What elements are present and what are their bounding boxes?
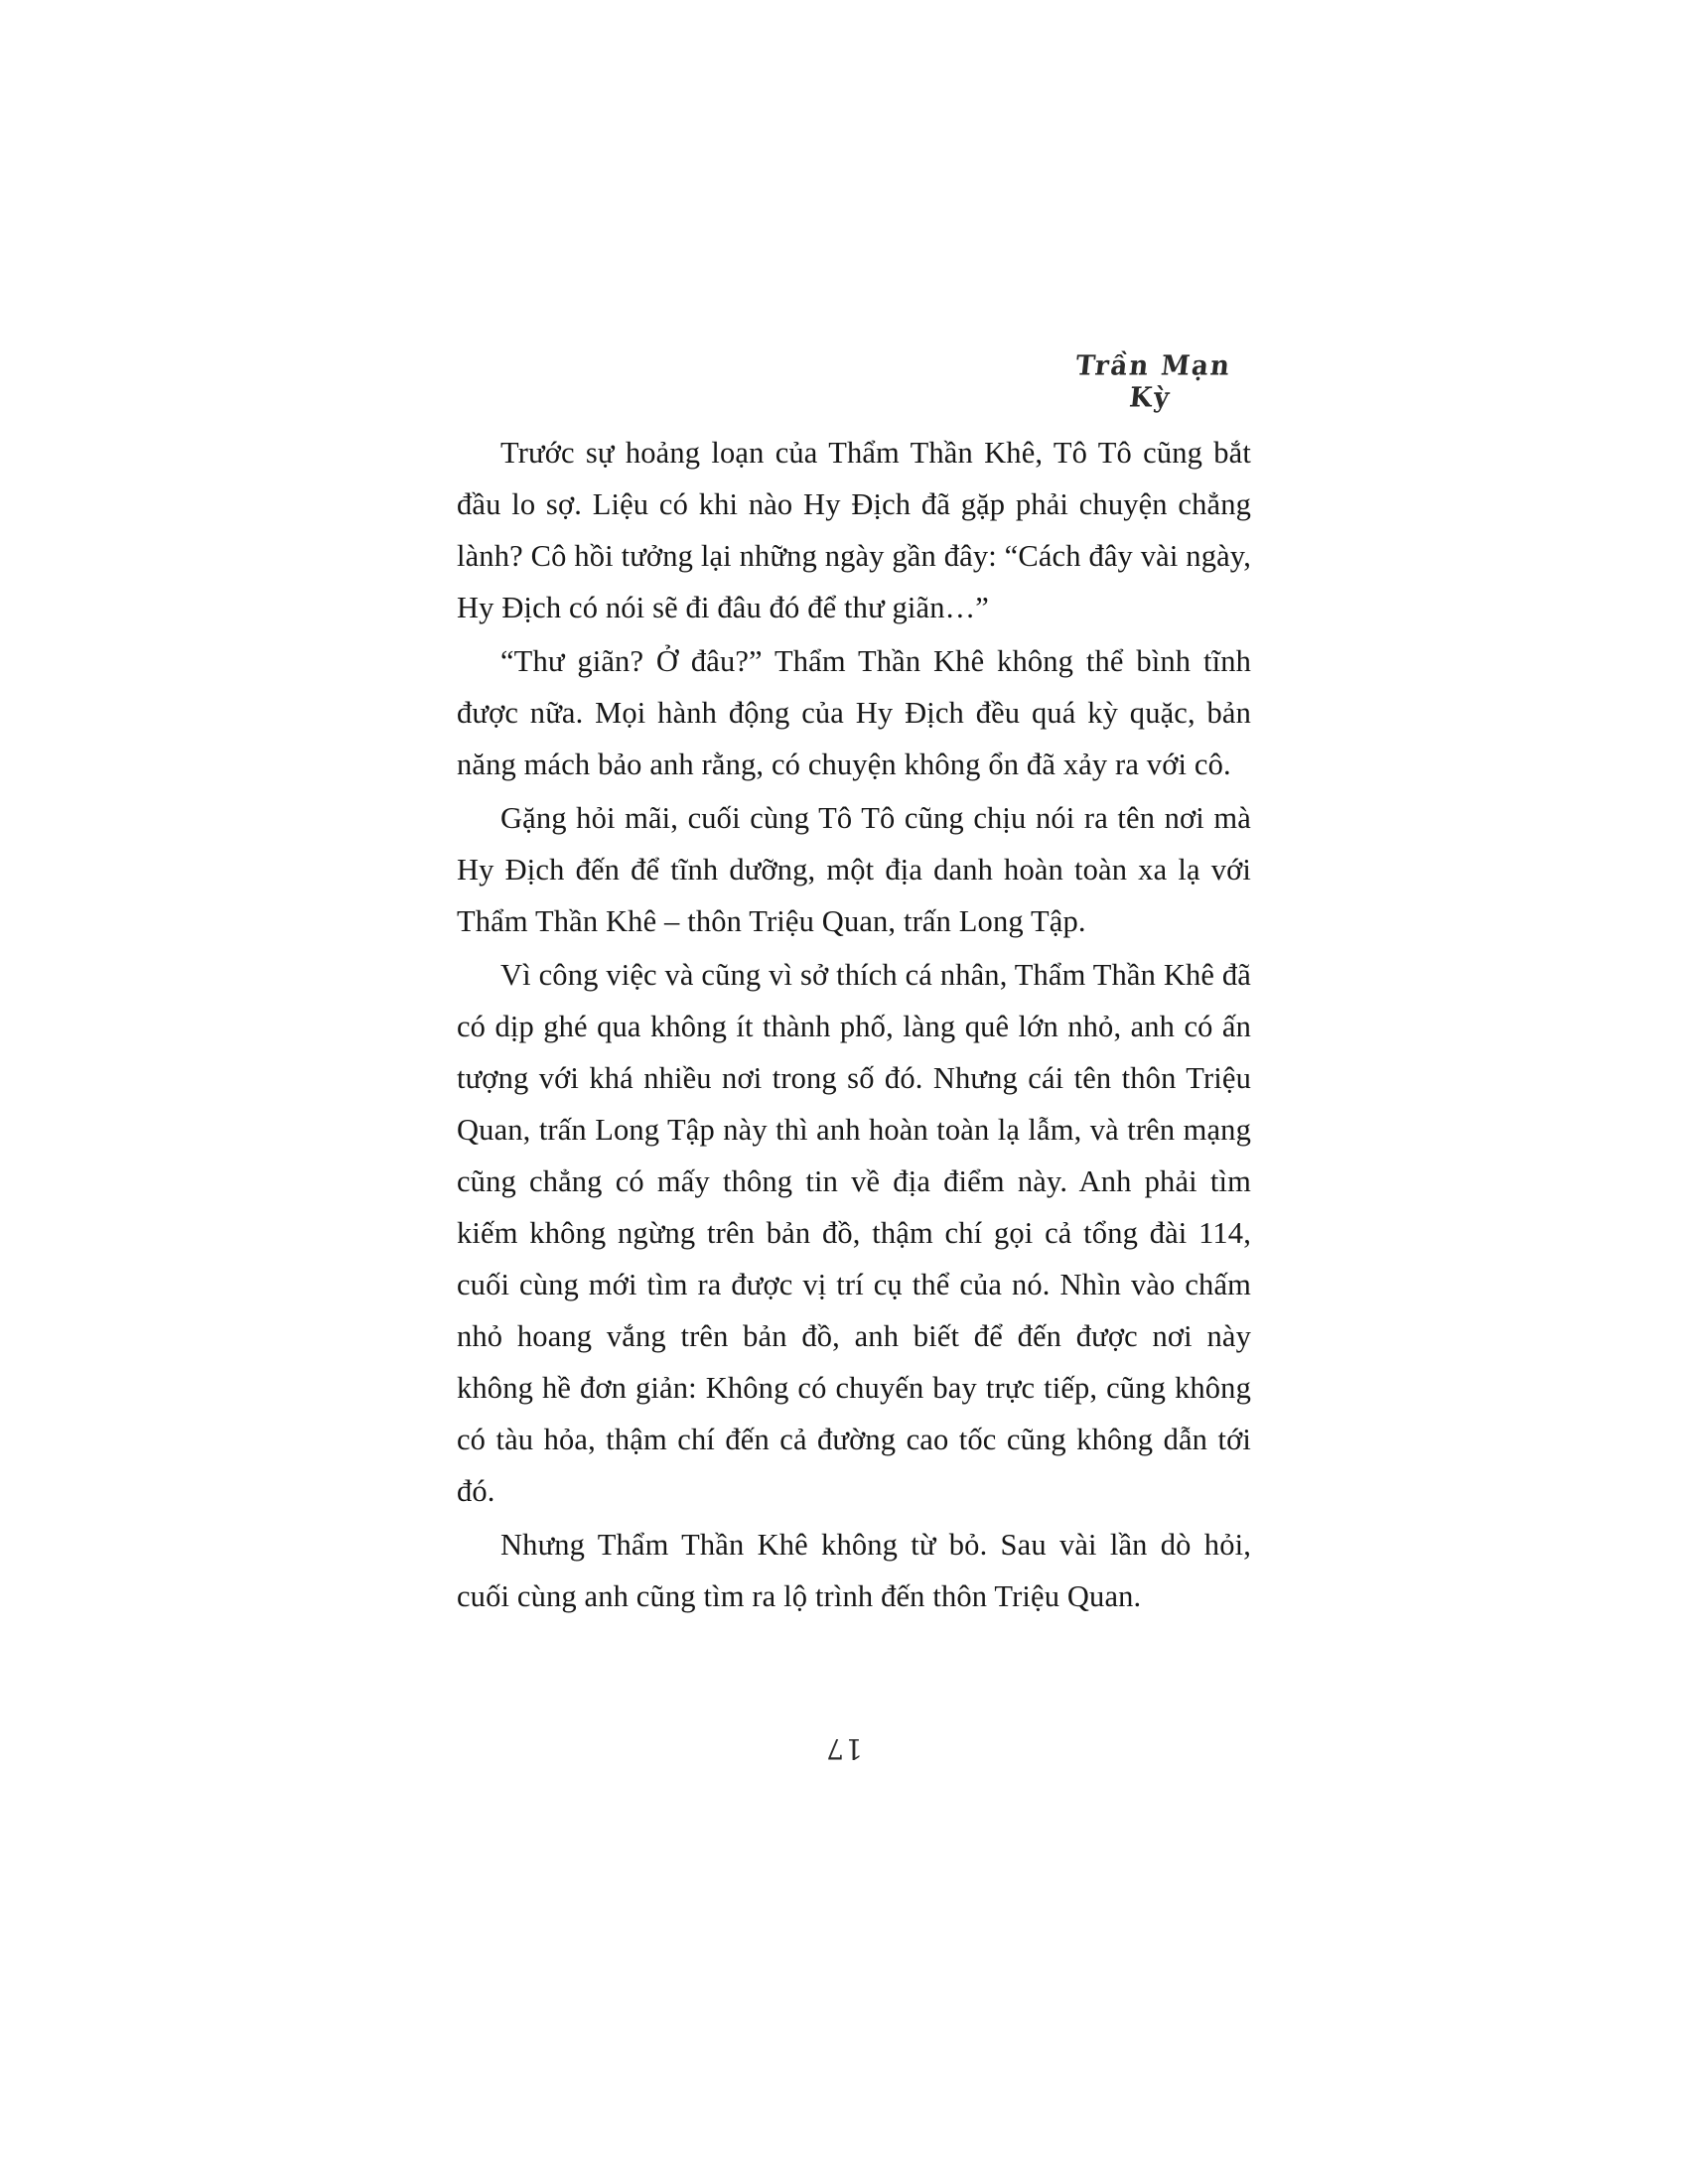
body-text-block (457, 427, 1251, 1622)
paragraph: Nhưng Thẩm Thần Khê không từ bỏ. Sau vài lần dò hỏi, cuối cùng anh cũng tìm ra lộ trình đến thôn Triệu Quan. (457, 1528, 1251, 1613)
paragraph: “Thư giãn? Ở đâu?” Thẩm Thần Khê không thể bình tĩnh được nữa. Mọi hành động của Hy Địch đều quá kỳ quặc, bản năng mách bảo anh rằng, có chuyện không ổn đã xảy ra với cô. (457, 644, 1251, 781)
page-number: 17 (825, 1732, 863, 1765)
paragraph: Gặng hỏi mãi, cuối cùng Tô Tô cũng chịu nói ra tên nơi mà Hy Địch đến để tĩnh dưỡng, một địa danh hoàn toàn xa lạ với Thẩm Thần Khê – thôn Triệu Quan, trấn Long Tập. (457, 801, 1251, 938)
paragraph: Vì công việc và cũng vì sở thích cá nhân, Thẩm Thần Khê đã có dịp ghé qua không ít thành phố, làng quê lớn nhỏ, anh có ấn tượng với khá nhiều nơi trong số đó. Nhưng cái tên thôn Triệu Quan, trấn Long Tập này thì anh hoàn toàn lạ lẫm, và trên mạng cũng chẳng có mấy thông tin về địa điểm này. Anh phải tìm kiếm không ngừng trên bản đồ, thậm chí gọi cả tổng đài 114, cuối cùng mới tìm ra được vị trí cụ thể của nó. Nhìn vào chấm nhỏ hoang vắng trên bản đồ, anh biết để đến được nơi này không hề đơn giản: Không có chuyến bay trực tiếp, cũng không có tàu hỏa, thậm chí đến cả đường cao tốc cũng không dẫn tới đó. (457, 958, 1251, 1508)
running-head-author: Trần Mạn Kỳ (1073, 350, 1233, 414)
paragraph: Trước sự hoảng loạn của Thẩm Thần Khê, Tô Tô cũng bắt đầu lo sợ. Liệu có khi nào Hy Địch đã gặp phải chuyện chẳng lành? Cô hồi tưởng lại những ngày gần đây: “Cách đây vài ngày, Hy Địch có nói sẽ đi đâu đó để thư giãn…” (457, 436, 1251, 624)
